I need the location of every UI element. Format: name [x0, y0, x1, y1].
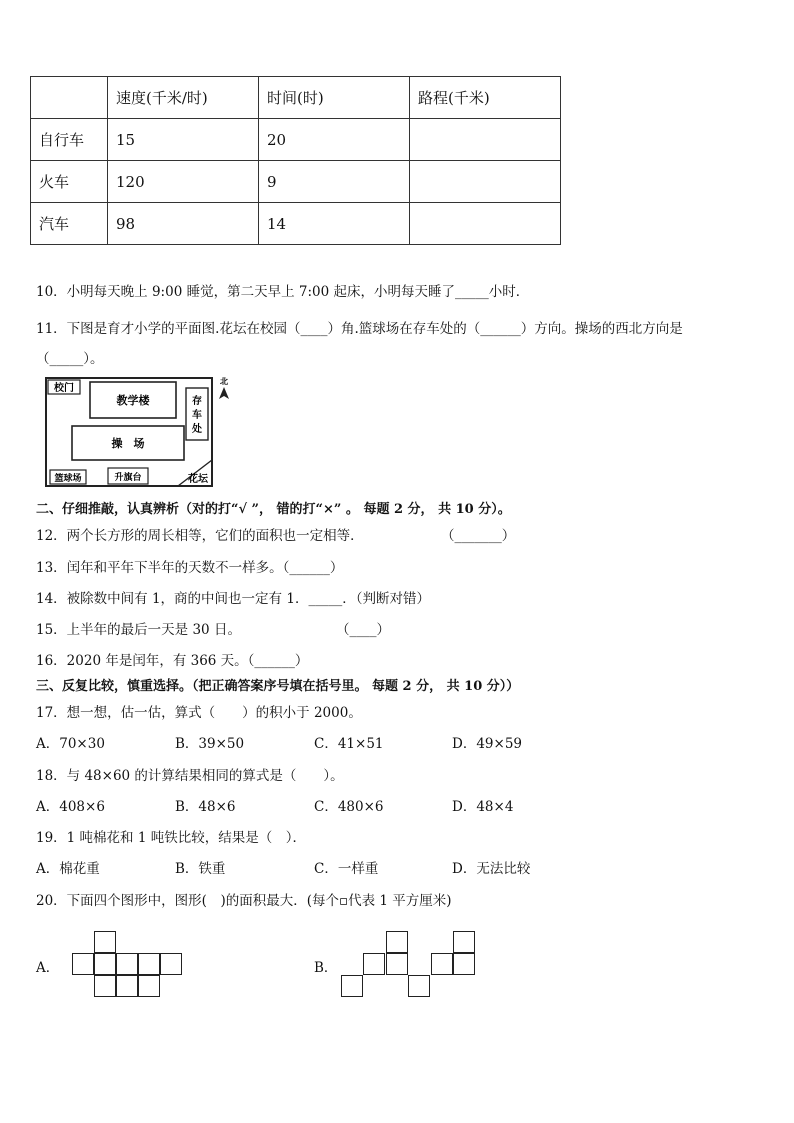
figure-b-label[interactable]: B． [314, 960, 338, 976]
question-15: 15．上半年的最后一天是 30 日。 [36, 622, 241, 638]
grid-square [408, 975, 430, 997]
question-12-answer-blank[interactable]: （_______） [441, 528, 516, 544]
grid-square [116, 975, 138, 997]
option-b[interactable]: B．39×50 [175, 736, 245, 752]
table-cell: 自行车 [31, 119, 108, 161]
table-cell: 15 [108, 119, 259, 161]
grid-square [386, 931, 408, 953]
table-header-cell [31, 77, 108, 119]
option-a[interactable]: A．408×6 [36, 799, 105, 815]
grid-square [94, 953, 116, 975]
question-12: 12．两个长方形的周长相等，它们的面积也一定相等． [36, 528, 364, 544]
playground-label: 操 场 [111, 437, 145, 450]
flowerbed-label: 花坛 [188, 474, 208, 485]
grid-square [386, 953, 408, 975]
grid-square [453, 953, 475, 975]
question-19: 19．1 吨棉花和 1 吨铁比较，结果是（ ）． [36, 830, 306, 846]
table-cell: 120 [108, 161, 259, 203]
table-cell: 汽车 [31, 203, 108, 245]
flag-stage-label: 升旗台 [114, 473, 142, 483]
table-cell[interactable] [410, 203, 561, 245]
school-map [40, 372, 240, 492]
table-cell: 98 [108, 203, 259, 245]
gate-label: 校门 [54, 383, 74, 394]
grid-square [72, 953, 94, 975]
question-13: 13．闰年和平年下半年的天数不一样多。（______） [36, 560, 344, 576]
grid-square [453, 931, 475, 953]
table-header-cell: 时间(时) [259, 77, 410, 119]
table-cell: 火车 [31, 161, 108, 203]
question-11-line1: 11．下图是育才小学的平面图.花坛在校园（____）角.篮球场在存车处的（______）方向。操场的西北方向是 [36, 321, 683, 337]
grid-square [160, 953, 182, 975]
question-14: 14．被除数中间有 1，商的中间也一定有 1．_____．（判断对错） [36, 591, 430, 607]
option-d[interactable]: D．48×4 [452, 799, 514, 815]
grid-square [94, 975, 116, 997]
table-header-cell: 速度(千米/时) [108, 77, 259, 119]
figure-b[interactable] [341, 931, 476, 999]
question-17: 17．想一想，估一估，算式（ ）的积小于 2000。 [36, 705, 362, 721]
option-b[interactable]: B．铁重 [175, 861, 226, 877]
grid-square [363, 953, 385, 975]
option-b[interactable]: B．48×6 [175, 799, 236, 815]
grid-square [138, 975, 160, 997]
question-10: 10．小明每天晚上 9:00 睡觉，第二天早上 7:00 起床，小明每天睡了_____小时． [36, 284, 530, 300]
speed-table [30, 76, 561, 245]
table-row [31, 161, 561, 203]
parking-label-1: 存 [192, 396, 202, 407]
question-16: 16．2020 年是闰年，有 366 天。（______） [36, 653, 309, 669]
parking-label-2: 车 [192, 410, 202, 421]
table-header-cell: 路程(千米) [410, 77, 561, 119]
table-cell[interactable] [410, 119, 561, 161]
table-cell[interactable] [410, 161, 561, 203]
figure-a[interactable] [72, 931, 184, 999]
grid-square [431, 953, 453, 975]
option-d[interactable]: D．无法比较 [452, 861, 531, 877]
option-c[interactable]: C．480×6 [314, 799, 384, 815]
parking-label-3: 处 [192, 424, 202, 435]
question-20: 20．下面四个图形中，图形( )的面积最大．(每个▫代表 1 平方厘米) [36, 893, 452, 909]
option-d[interactable]: D．49×59 [452, 736, 522, 752]
section-2-heading: 二、仔细推敲，认真辨析（对的打“√ ”， 错的打“×” 。 每题 2 分， 共 10 分）。 [36, 502, 511, 517]
grid-square [341, 975, 363, 997]
question-18: 18．与 48×60 的计算结果相同的算式是（ ）。 [36, 768, 344, 784]
teaching-building-label: 教学楼 [116, 394, 150, 407]
option-c[interactable]: C．41×51 [314, 736, 384, 752]
option-c[interactable]: C．一样重 [314, 861, 379, 877]
table-cell: 20 [259, 119, 410, 161]
table-row [31, 119, 561, 161]
basketball-court-label: 篮球场 [54, 474, 82, 484]
option-a[interactable]: A．70×30 [36, 736, 105, 752]
grid-square [94, 931, 116, 953]
figure-a-label[interactable]: A． [36, 960, 60, 976]
question-15-answer-blank[interactable]: （____） [336, 622, 390, 638]
grid-square [138, 953, 160, 975]
table-cell: 14 [259, 203, 410, 245]
table-cell: 9 [259, 161, 410, 203]
table-row [31, 203, 561, 245]
grid-square [116, 953, 138, 975]
question-11-line2: （_____）。 [36, 351, 104, 367]
north-label: 北 [220, 377, 228, 386]
section-3-heading: 三、反复比较，慎重选择。（把正确答案序号填在括号里。 每题 2 分， 共 10 分）） [36, 679, 520, 694]
table-header-row [31, 77, 561, 119]
north-arrow-icon [219, 387, 229, 399]
option-a[interactable]: A．棉花重 [36, 861, 100, 877]
